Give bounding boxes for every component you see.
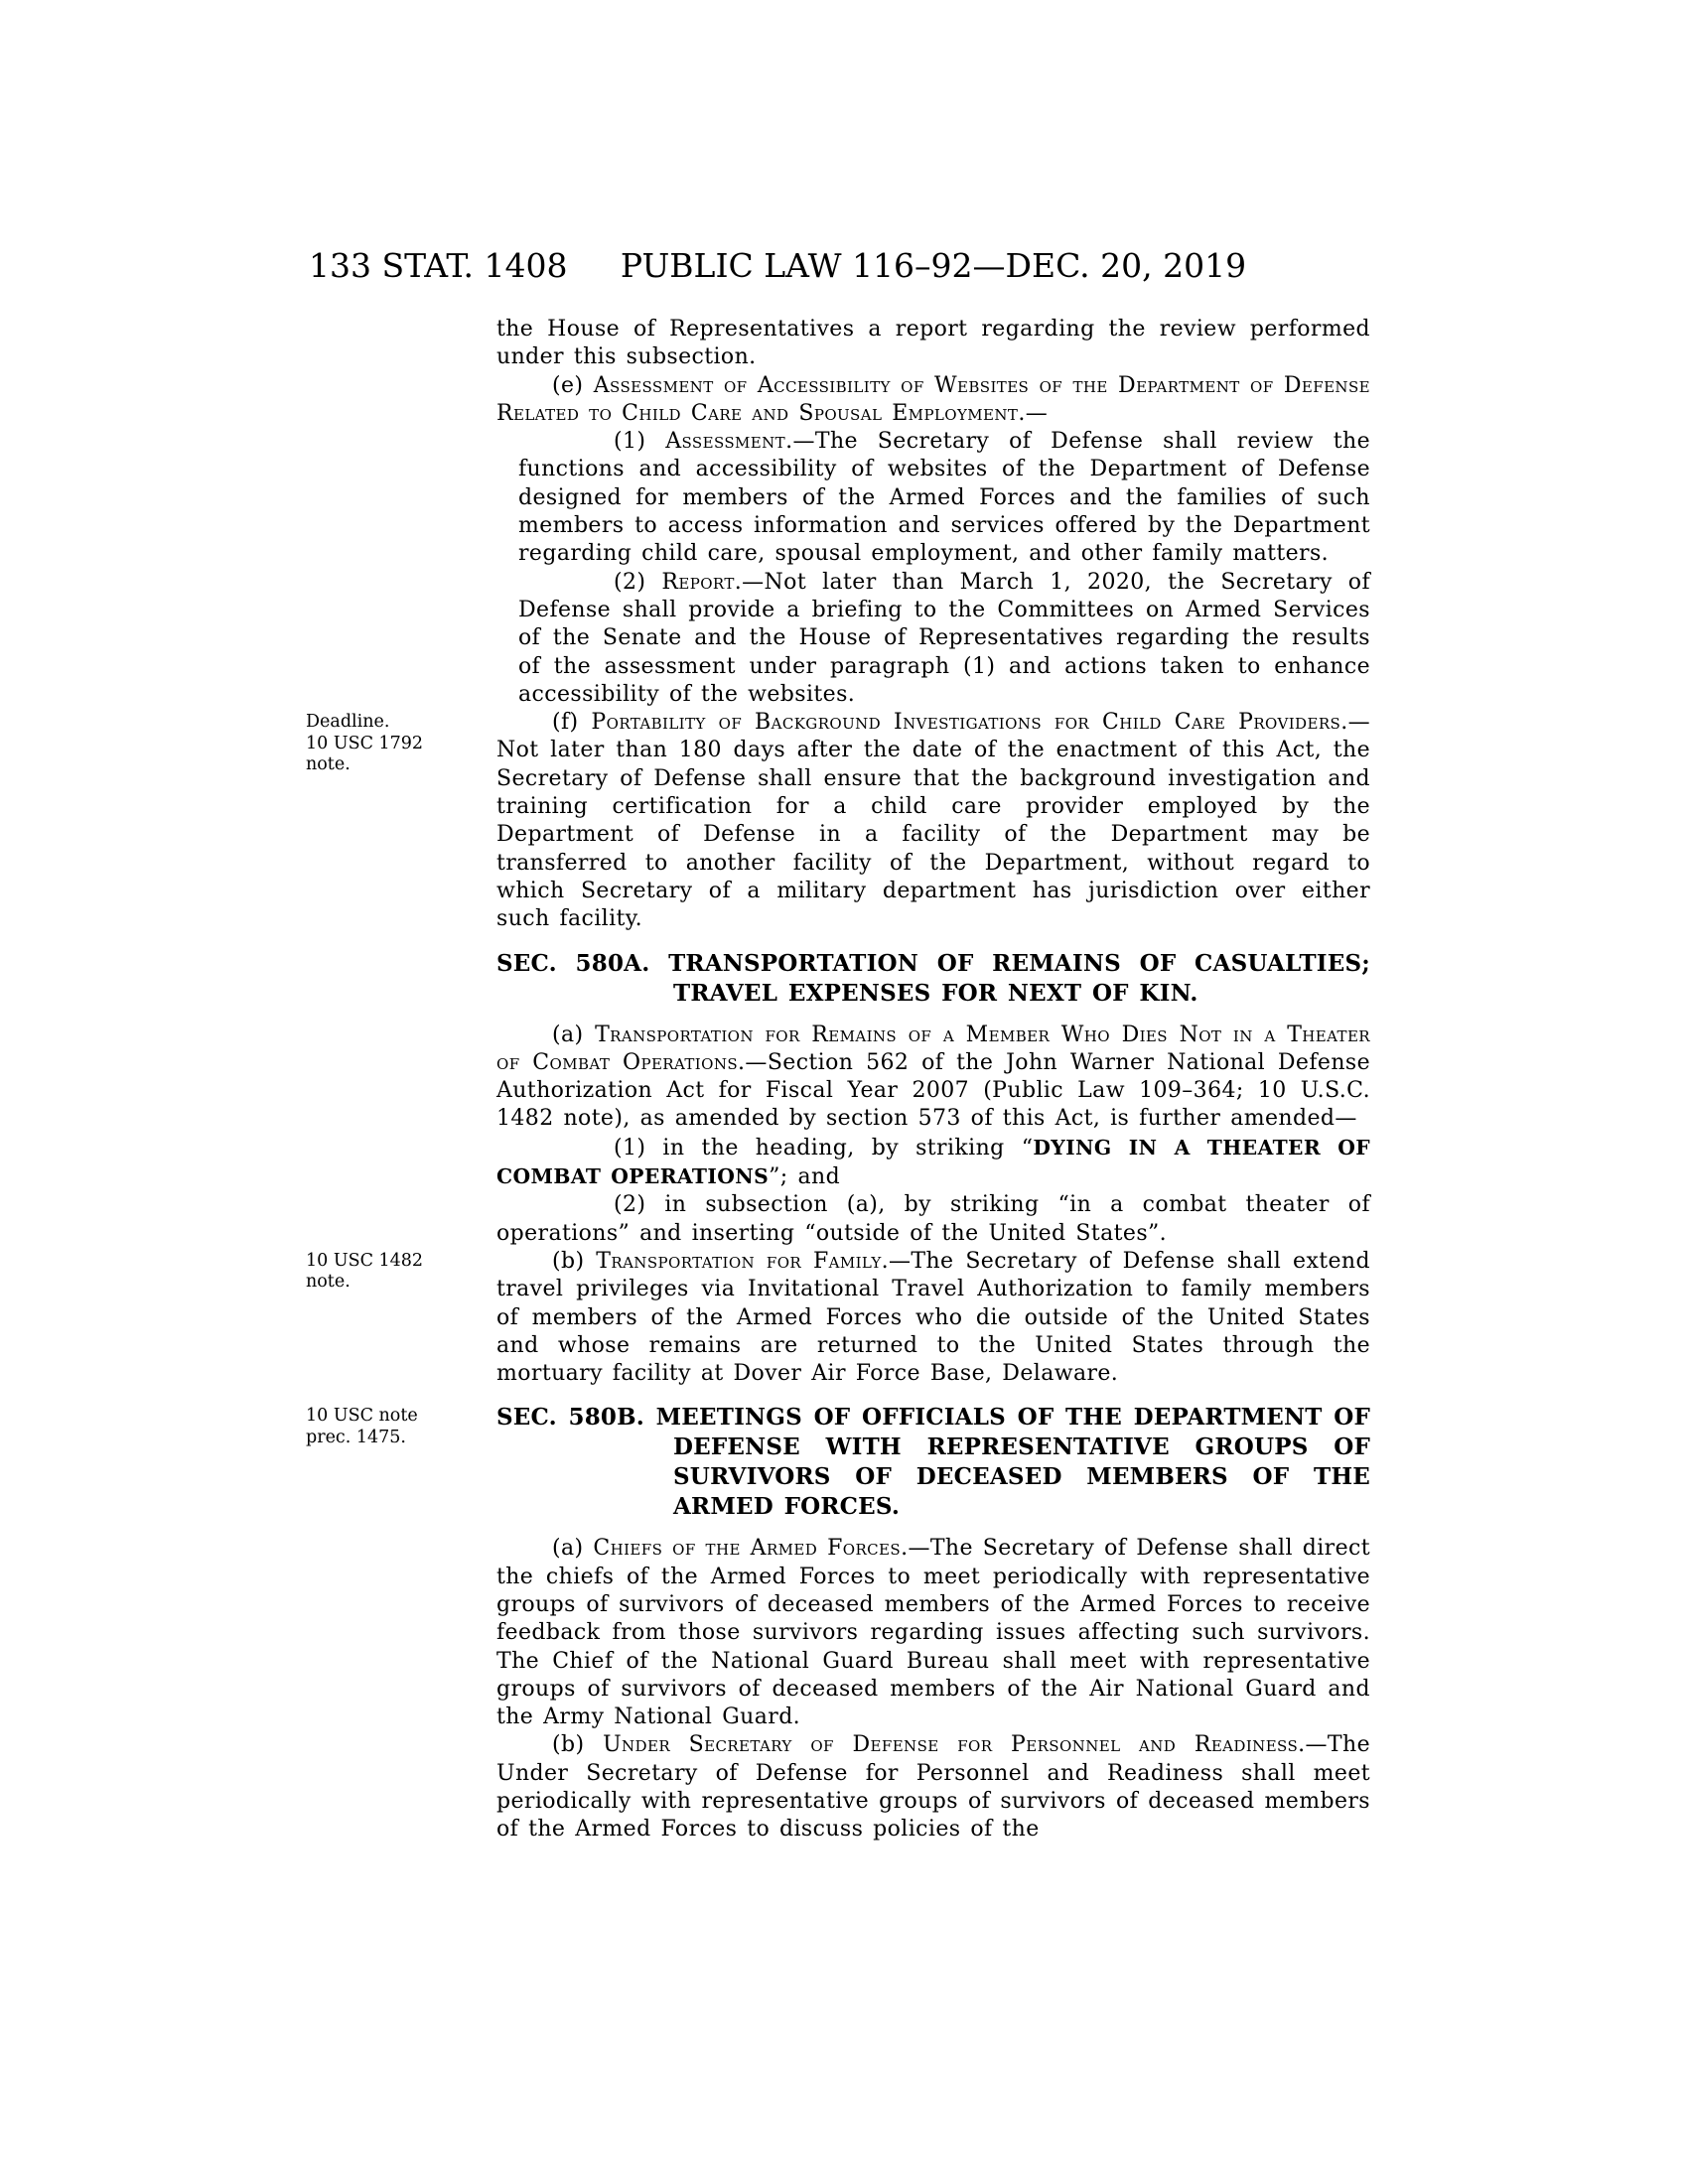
margin-note (306, 1406, 445, 1448)
statute-paragraph (496, 372, 1370, 429)
section-heading (306, 1403, 1370, 1522)
statute-text-column (306, 316, 1370, 1844)
statute-paragraph (496, 1191, 1370, 1248)
statute-paragraph (518, 428, 1370, 568)
small-caps-text: Assessment (665, 429, 786, 455)
margin-note-line: Deadline. (306, 712, 390, 733)
margin-note-line: 10 USC 1482 note. (306, 1250, 424, 1293)
statute-paragraph (518, 569, 1370, 709)
text-segment: (e) (552, 372, 594, 398)
small-caps-text: Chiefs of the Armed Forces (593, 1536, 902, 1562)
text-segment: .—The Secretary of Defense shall review the functions and accessibility of websites of the Department of Defense designed for members of the Armed Forces and the families of such members to access information and services offered by the Department regarding child care, spousal employment, and other family matters. (518, 429, 1370, 567)
statute-paragraph (306, 1248, 1370, 1388)
text-segment: (b) (552, 1732, 604, 1758)
text-segment: .— (1018, 400, 1049, 426)
small-caps-text: Under Secretary of Defense for Personnel and Readiness (603, 1732, 1299, 1758)
text-segment: .—The Secretary of Defense shall extend travel privileges via Invitational Travel Authorization to family members of members of the Armed Forces who die outside of the United States and whose remains are returned to the United States through the mortuary facility at Dover Air Force Base, Delaware. (496, 1248, 1370, 1387)
stat-page-number: 133 STAT. 1408 (309, 246, 568, 285)
statute-paragraph (496, 1134, 1370, 1192)
text-segment: the House of Representatives a report regarding the review performed under this subsection. (496, 317, 1370, 370)
text-segment: (2) in subsection (a), by striking “in a combat theater of operations” and inserting “outside of the United States”. (496, 1192, 1370, 1246)
text-segment: ”; and (769, 1164, 841, 1190)
text-segment: (a) (552, 1022, 596, 1047)
text-segment: .—The Secretary of Defense shall direct the chiefs of the Armed Forces to meet periodically with representative groups of survivors of deceased members of the Armed Forces to receive feedback from those survivors regarding issues affecting such survivors. The Chief of the National Guard Bureau shall meet with representative groups of survivors of deceased members of the Air National Guard and the Army National Guard. (496, 1536, 1370, 1730)
text-segment: SEC. 580B. MEETINGS OF OFFICIALS OF THE DEPARTMENT OF DEFENSE WITH REPRESENTATIVE GROUPS OF SURVIVORS OF DECEASED MEMBERS OF THE ARMED FORCES. (496, 1404, 1370, 1521)
margin-note-line: 10 USC 1792 note. (306, 733, 424, 775)
statute-paragraph (496, 1535, 1370, 1731)
small-caps-text: Transportation for Family (596, 1248, 882, 1274)
statute-paragraph (496, 1731, 1370, 1843)
margin-note (306, 712, 445, 776)
statute-paragraph (306, 709, 1370, 933)
text-segment: .—Section 562 of the John Warner National Defense Authorization Act for Fiscal Year 2007 (Public Law 109–364; 10 U.S.C. 1482 note), as amended by section 573 of this Act, is further amended— (496, 1049, 1370, 1132)
text-segment: .—Not later than 180 days after the date of the enactment of this Act, the Secretary of Defense shall ensure that the background investigation and training certification for a child care provider employed by the Department of Defense in a facility of the Department may be transferred to another facility of the Department, without regard to which Secretary of a military department has jurisdiction over either such facility. (496, 710, 1370, 932)
statute-paragraph (496, 316, 1370, 372)
text-segment: (1) in the heading, by striking “ (614, 1135, 1034, 1160)
text-segment: (1) (614, 429, 666, 455)
small-caps-text: Assessment of Accessibility of Websites of the Department of Defense Related to Child Care and Spousal Employment (496, 372, 1370, 426)
text-segment: SEC. 580A. TRANSPORTATION OF REMAINS OF CASUALTIES; TRAVEL EXPENSES FOR NEXT OF KIN. (496, 949, 1370, 1007)
text-segment: .—Not later than March 1, 2020, the Secretary of Defense shall provide a briefing to the Committees on Armed Services of the Senate and the House of Representatives regarding the results of the assessment under paragraph (1) and actions taken to enhance accessibility of the websites. (518, 569, 1370, 707)
margin-note (306, 1251, 445, 1294)
text-segment: .—The Under Secretary of Defense for Personnel and Readiness shall meet periodically with representative groups of survivors of deceased members of the Armed Forces to discuss policies of the (496, 1732, 1370, 1843)
small-caps-text: Transportation for Remains of a Member Who Dies Not in a Theater of Combat Operations (496, 1022, 1370, 1075)
statute-paragraph (496, 1022, 1370, 1134)
public-law-header: PUBLIC LAW 116–92—DEC. 20, 2019 (620, 246, 1247, 285)
text-segment: (f) (552, 710, 592, 736)
small-caps-text: Portability of Background Investigations for Child Care Providers (591, 710, 1341, 736)
text-segment: (b) (552, 1248, 597, 1274)
bold-caps-text: DYING IN A THEATER OF COMBAT OPERATIONS (496, 1135, 1370, 1189)
text-segment: (a) (552, 1536, 594, 1562)
small-caps-text: Report (661, 569, 735, 595)
margin-note-line: 10 USC note prec. 1475. (306, 1406, 418, 1447)
text-segment: (2) (614, 569, 662, 595)
section-heading (496, 949, 1370, 1009)
